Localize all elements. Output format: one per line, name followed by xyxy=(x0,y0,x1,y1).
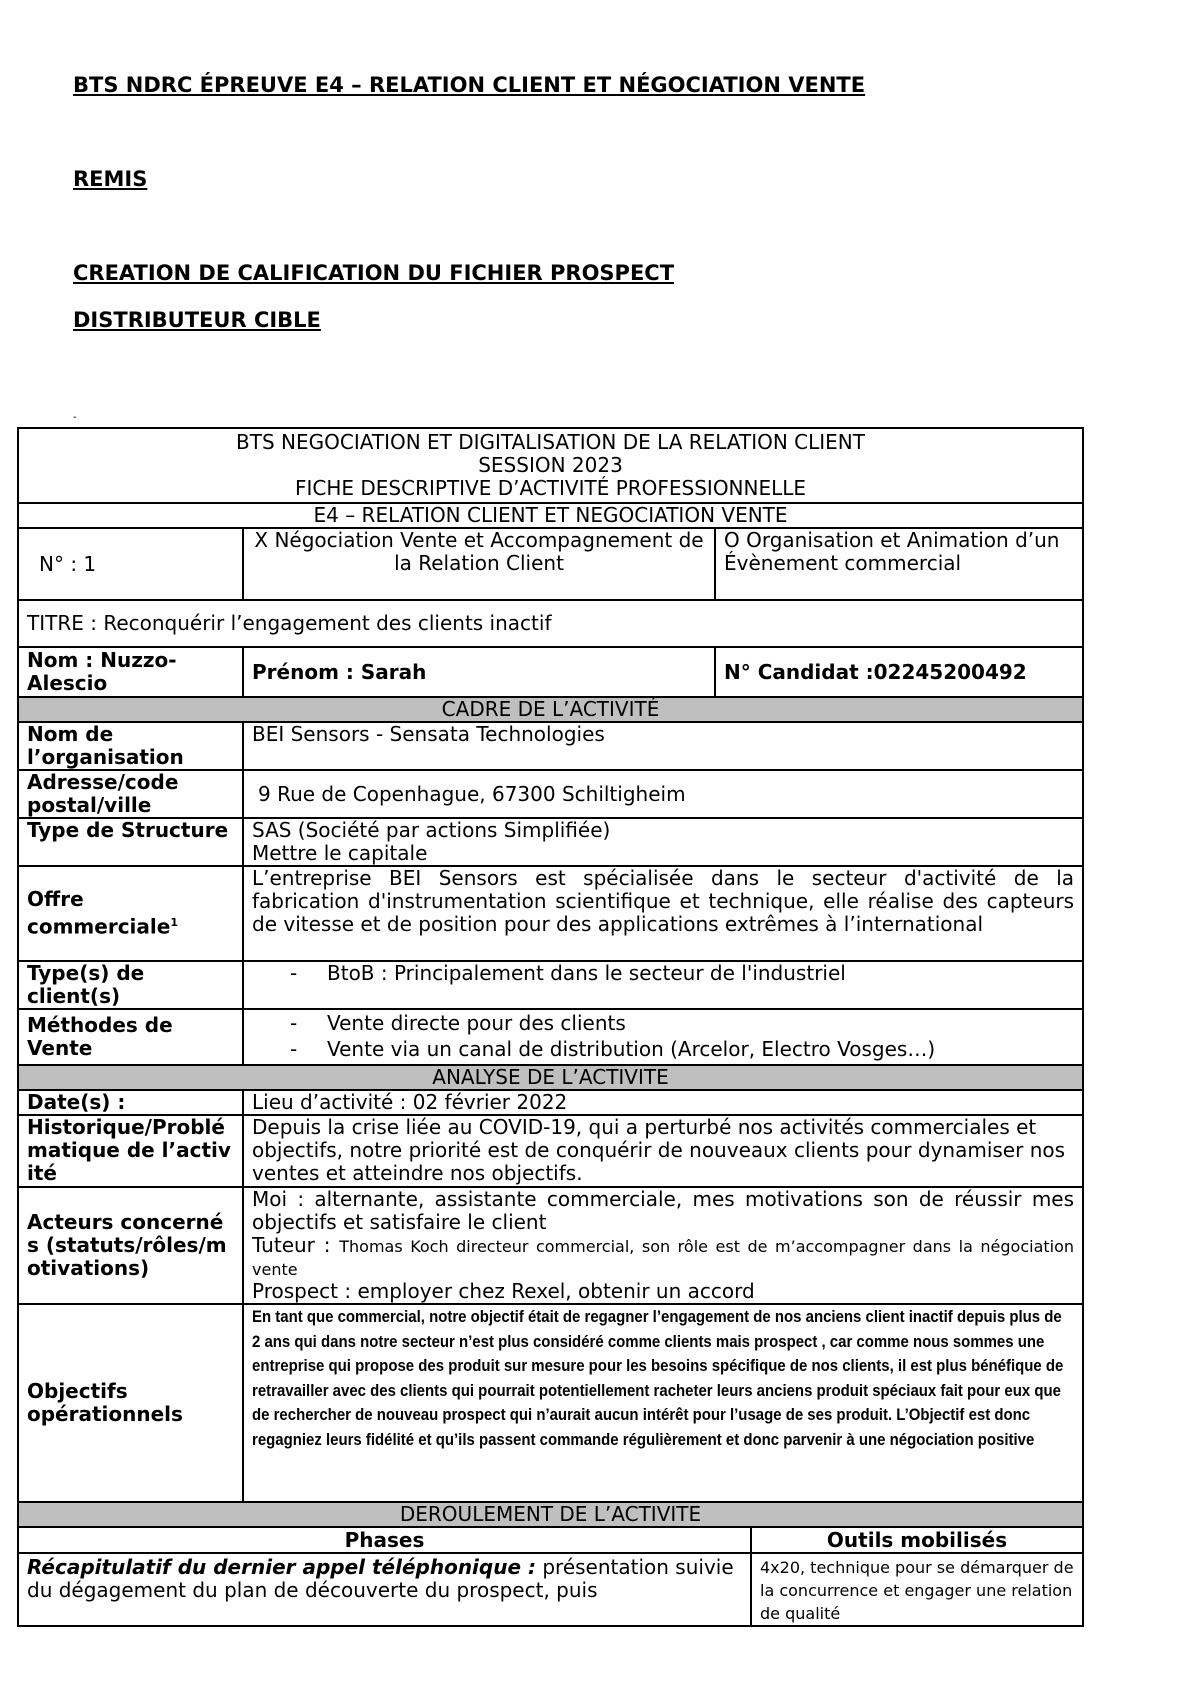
candidate-name: Nom : Nuzzo-Alescio xyxy=(18,647,243,697)
date-row xyxy=(18,1090,1083,1115)
section-deroulement-row xyxy=(18,1502,1083,1527)
section-cadre-heading: CADRE DE L’ACTIVITÉ xyxy=(18,697,1083,722)
phase-1-tools: 4x20, technique pour se démarquer de la concurrence et engager une relation de qualité xyxy=(751,1553,1083,1626)
history-label xyxy=(18,1115,243,1187)
stray-dash: - xyxy=(73,412,77,423)
actors-row xyxy=(18,1187,1083,1304)
actors-tuteur-value: Thomas Koch directeur commercial, son rôle est de m’accompagner dans la négociation vente xyxy=(252,1237,1075,1279)
sheet-title-line2: SESSION 2023 xyxy=(478,453,623,477)
clients-value-item: - BtoB : Principalement dans le secteur de l'industriel xyxy=(252,962,1074,985)
structure-row xyxy=(18,818,1083,866)
phases-column-header: Phases xyxy=(18,1527,751,1553)
offer-label-text: Offre commerciale xyxy=(27,887,171,939)
actors-label xyxy=(18,1187,243,1304)
address-row xyxy=(18,770,1083,818)
exam-title: BTS NDRC ÉPREUVE E4 – RELATION CLIENT ET NÉGOCIATION VENTE xyxy=(73,73,866,97)
actors-prospect: Prospect : employer chez Rexel, obtenir un accord xyxy=(252,1279,755,1303)
history-row xyxy=(18,1115,1083,1187)
candidate-firstname: Prénom : Sarah xyxy=(243,647,715,697)
actors-label-text: Acteurs concernés (statuts/rôles/motivations) xyxy=(27,1210,227,1280)
title-row xyxy=(18,600,1083,647)
actors-moi: Moi : alternante, assistante commerciale, mes motivations son de réussir mes objectifs et satisfaire le client xyxy=(252,1187,1075,1234)
candidate-number: N° Candidat :02245200492 xyxy=(715,647,1083,697)
tools-column-header: Outils mobilisés xyxy=(751,1527,1083,1553)
offer-value: L’entreprise BEI Sensors est spécialisée dans le secteur d'activité de la fabrication d'instrumentation scientifique et technique, elle réalise des capteurs de vitesse et de position pour des applications extrêmes à l’international xyxy=(243,866,1083,961)
structure-label: Type de Structure xyxy=(18,818,243,866)
actors-tuteur-label: Tuteur : xyxy=(252,1233,340,1257)
subject-heading-line1: CREATION DE CALIFICATION DU FICHIER PROSPECT xyxy=(73,261,675,285)
actors-value xyxy=(243,1187,1083,1304)
offer-label xyxy=(18,866,243,961)
methods-item-distribution: - Vente via un canal de distribution (Arcelor, Electro Vosges…) xyxy=(252,1036,1074,1062)
clients-label: Type(s) de client(s) xyxy=(18,961,243,1009)
offer-row xyxy=(18,866,1083,961)
epreuve-row xyxy=(18,503,1083,528)
structure-value xyxy=(243,818,1083,866)
phase-1-title: Récapitulatif du dernier appel téléphonique : xyxy=(27,1555,536,1579)
epreuve-label: E4 – RELATION CLIENT ET NEGOCIATION VENTE xyxy=(18,503,1083,528)
date-label: Date(s) : xyxy=(18,1090,243,1115)
option-negociation: X Négociation Vente et Accompagnement de la Relation Client xyxy=(243,528,715,600)
section-cadre-row xyxy=(18,697,1083,722)
objectives-text: En tant que commercial, notre objectif était de regagner l’engagement de nos anciens client inactif depuis plus de 2 ans qui dans notre secteur n’est plus considéré comme clients mais prospect , car comme nous sommes une entreprise qui propose des produit sur mesure pour les besoins spécifique de nos clients, il est plus bénéfique de retravailler avec des clients qui pourrait potentiellement racheter leurs anciens produit spéciaux fait pour eux que de rechercher de nouveau prospect qui n’aurait aucun intérêt pour l’usage de ses produit. L’Objectif est donc regagniez leurs fidélité et qu’ils passent commande régulièrement et donc parvenir à une négociation positive xyxy=(252,1307,1064,1449)
org-value: BEI Sensors - Sensata Technologies xyxy=(243,722,1083,770)
objectives-label: Objectifs opérationnels xyxy=(18,1304,243,1502)
objectives-value xyxy=(243,1304,1083,1502)
actors-tuteur xyxy=(252,1234,1074,1280)
offer-footnote-mark: 1 xyxy=(170,916,178,930)
activity-sheet-table xyxy=(17,427,1084,1627)
option-row xyxy=(18,528,1083,600)
methods-label: Méthodes de Vente xyxy=(18,1009,243,1065)
address-label: Adresse/code postal/ville xyxy=(18,770,243,818)
methods-value xyxy=(243,1009,1083,1065)
activity-title: TITRE : Reconquérir l’engagement des clients inactif xyxy=(18,600,1083,647)
address-value: 9 Rue de Copenhague, 67300 Schiltigheim xyxy=(243,770,1083,818)
phase-1-text: présentation suivie du dégagement du plan de découverte du prospect, puis xyxy=(27,1555,734,1602)
sheet-title-line3: FICHE DESCRIPTIVE D’ACTIVITÉ PROFESSIONNELLE xyxy=(294,476,807,500)
phase-row xyxy=(18,1553,1083,1626)
section-deroulement-heading: DEROULEMENT DE L’ACTIVITE xyxy=(18,1502,1083,1527)
subject-heading-line2: DISTRIBUTEUR CIBLE xyxy=(73,308,321,332)
history-label-text: Historique/Problématique de l’activité xyxy=(27,1115,231,1185)
sheet-title-row xyxy=(18,428,1083,503)
activity-number: N° : 1 xyxy=(18,528,243,600)
phase-1 xyxy=(18,1553,751,1626)
objectives-row xyxy=(18,1304,1083,1502)
sheet-title-line1: BTS NEGOCIATION ET DIGITALISATION DE LA RELATION CLIENT xyxy=(236,430,865,454)
clients-value xyxy=(243,961,1083,1009)
org-label: Nom de l’organisation xyxy=(18,722,243,770)
methods-row xyxy=(18,1009,1083,1065)
methods-item-direct: - Vente directe pour des clients xyxy=(252,1010,1074,1036)
option-evenement: O Organisation et Animation d’un Évènement commercial xyxy=(715,528,1083,600)
structure-value-line2: Mettre le capitale xyxy=(252,841,428,865)
structure-value-line1: SAS (Société par actions Simplifiée) xyxy=(252,818,611,842)
section-analyse-row xyxy=(18,1065,1083,1090)
status-heading: REMIS xyxy=(73,167,148,191)
clients-row xyxy=(18,961,1083,1009)
phases-header-row xyxy=(18,1527,1083,1553)
date-value: Lieu d’activité : 02 février 2022 xyxy=(243,1090,1083,1115)
section-analyse-heading: ANALYSE DE L’ACTIVITE xyxy=(18,1065,1083,1090)
org-row xyxy=(18,722,1083,770)
identity-row xyxy=(18,647,1083,697)
history-value: Depuis la crise liée au COVID-19, qui a perturbé nos activités commerciales et objectifs, notre priorité est de conquérir de nouveaux clients pour dynamiser nos ventes et atteindre nos objectifs. xyxy=(243,1115,1083,1187)
